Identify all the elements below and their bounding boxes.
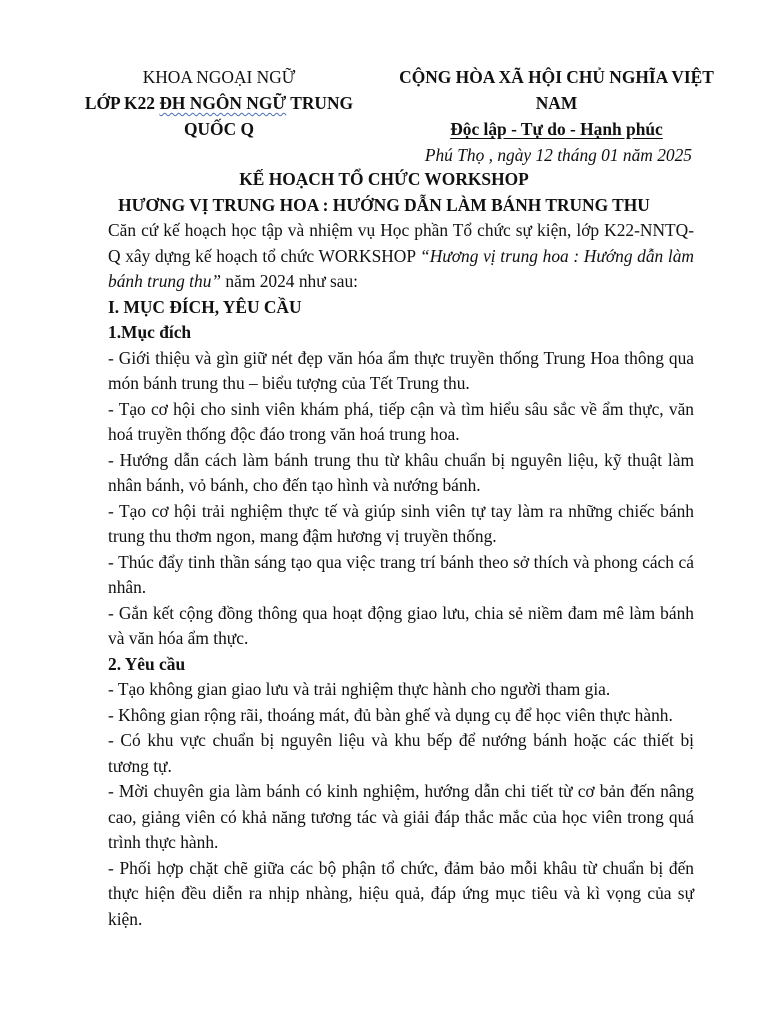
faculty-name: KHOA NGOẠI NGỮ xyxy=(142,67,296,87)
purpose-heading: 1.Mục đích xyxy=(108,322,192,342)
purpose-item: - Tạo cơ hội cho sinh viên khám phá, tiếp cận và tìm hiểu sâu sắc về ẩm thực, văn hoá truyền thống độc đáo trong văn hoá trung hoa. xyxy=(108,398,694,444)
class-name-prefix: LỚP K22 xyxy=(84,93,160,113)
workshop-name-quote: “Hương vị trung hoa : Hướng dẫn làm bánh trung thu” xyxy=(108,245,694,291)
requirement-item: - Mời chuyên gia làm bánh có kinh nghiệm, hướng dẫn chi tiết từ cơ bản đến nâng cao, giảng viên có khả năng tương tác và giải đáp thắc mắc của học viên trong quá trình thực hành. xyxy=(108,781,694,852)
purpose-item: - Tạo cơ hội trải nghiệm thực tế và giúp sinh viên tự tay làm ra những chiếc bánh trung thu thơm ngon, mang đậm hương vị truyền thống. xyxy=(108,500,694,546)
document-date: Phú Thọ , ngày 12 tháng 01 năm 2025 xyxy=(424,145,692,165)
purpose-item: - Thúc đẩy tinh thần sáng tạo qua việc trang trí bánh theo sở thích và phong cách cá nhân. xyxy=(108,551,694,597)
purpose-item: - Giới thiệu và gìn giữ nét đẹp văn hóa ẩm thực truyền thống Trung Hoa thông qua món bánh trung thu – biểu tượng của Tết Trung thu. xyxy=(108,347,694,393)
faculty-header xyxy=(70,64,368,142)
national-motto: Độc lập - Tự do - Hạnh phúc xyxy=(450,119,663,139)
requirement-item: - Không gian rộng rãi, thoáng mát, đủ bàn ghế và dụng cụ để học viên thực hành. xyxy=(108,704,673,725)
title-line-2: HƯƠNG VỊ TRUNG HOA : HƯỚNG DẪN LÀM BÁNH TRUNG THU xyxy=(118,195,650,215)
national-header xyxy=(384,64,729,142)
section-heading: I. MỤC ĐÍCH, YÊU CẦU xyxy=(108,296,302,317)
requirement-item: - Phối hợp chặt chẽ giữa các bộ phận tổ chức, đảm bảo mỗi khâu từ chuẩn bị đến thực hiện đều diễn ra nhịp nhàng, hiệu quả, đáp ứng mục tiêu và kì vọng của sự kiện. xyxy=(108,857,694,929)
document-body xyxy=(108,218,694,932)
intro-text-before: Căn cứ kế hoạch học tập và nhiệm vụ Học phần Tổ chức sự kiện, lớp K22-NNTQ-Q xây dựng kế hoạch tổ chức WORKSHOP xyxy=(108,220,694,266)
class-name xyxy=(70,90,368,142)
document-title xyxy=(0,166,768,218)
purpose-item: - Hướng dẫn cách làm bánh trung thu từ khâu chuẩn bị nguyên liệu, kỹ thuật làm nhân bánh, vỏ bánh, cho đến tạo hình và nướng bánh. xyxy=(108,449,694,495)
title-line-1: KẾ HOẠCH TỔ CHỨC WORKSHOP xyxy=(239,169,529,189)
national-title: CỘNG HÒA XÃ HỘI CHỦ NGHĨA VIỆT NAM xyxy=(399,67,714,113)
intro-text-after: năm 2024 như sau: xyxy=(221,271,359,291)
intro-paragraph xyxy=(108,218,694,295)
requirement-item: - Có khu vực chuẩn bị nguyên liệu và khu bếp để nướng bánh hoặc các thiết bị tương tự. xyxy=(108,730,694,776)
class-name-suffix: TRUNG QUỐC Q xyxy=(183,93,354,139)
purpose-item: - Gắn kết cộng đồng thông qua hoạt động giao lưu, chia sẻ niềm đam mê làm bánh và văn hóa ẩm thực. xyxy=(108,602,694,648)
requirements-heading: 2. Yêu cầu xyxy=(108,653,186,674)
spellcheck-marked-text: ĐH NGÔN NGỮ xyxy=(159,93,287,113)
requirement-item: - Tạo không gian giao lưu và trải nghiệm thực hành cho người tham gia. xyxy=(108,679,611,699)
